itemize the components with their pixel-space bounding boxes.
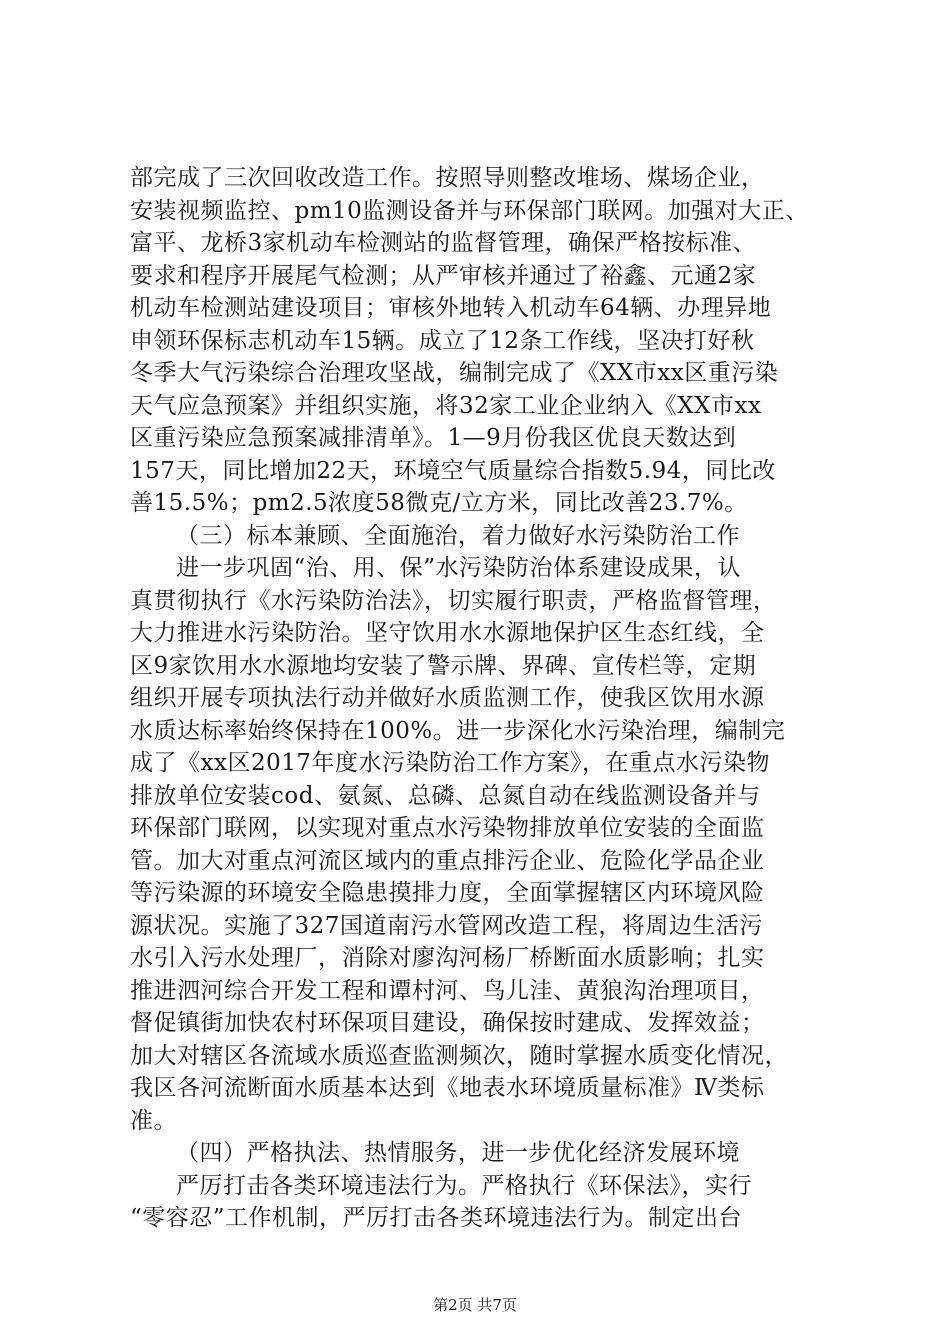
text-line: 排放单位安装cod、氨氮、总磷、总氮自动在线监测设备并与 (130, 782, 761, 809)
text-line: 善15.5%；pm2.5浓度58微克/立方米，同比改善23.7%。 (130, 490, 748, 516)
section-heading: （四）严格执法、热情服务，进一步优化经济发展环境 (176, 1140, 740, 1166)
text-line: 加大对辖区各流域水质巡查监测频次，随时掌握水质变化情况， (130, 1042, 788, 1069)
text-line: 要求和程序开展尾气检测；从严审核并通过了裕鑫、元通2家 (130, 262, 757, 289)
text-line: 真贯彻执行《水污染防治法》，切实履行职责，严格监督管理， (130, 587, 777, 614)
text-line: 严厉打击各类环境违法行为。严格执行《环保法》，实行 (176, 1172, 752, 1199)
text-line: 天气应急预案》并组织实施，将32家工业企业纳入《XX市xx (130, 392, 762, 419)
text-line: 区9家饮用水水源地均安装了警示牌、界碑、宣传栏等，定期 (130, 652, 757, 679)
text-line: 环保部门联网，以实现对重点水污染物排放单位安装的全面监 (130, 815, 765, 841)
text-line: “零容忍”工作机制，严厉打击各类环境违法行为。制定出台 (130, 1205, 743, 1231)
text-line: 冬季大气污染综合治理攻坚战，编制完成了《XX市xx区重污染 (130, 360, 779, 386)
text-line: 我区各河流断面水质基本达到《地表水环境质量标准》Ⅳ类标 (130, 1075, 765, 1101)
document-body (130, 162, 830, 1235)
page-number-footer: 第2页 共7页 (433, 1296, 517, 1314)
text-line: 准。 (130, 1107, 177, 1134)
text-line: 成了《xx区2017年度水污染防治工作方案》，在重点水污染物 (130, 750, 770, 776)
text-line: 进一步巩固“治、用、保”水污染防治体系建设成果，认 (176, 555, 742, 581)
text-line: 水质达标率始终保持在100%。进一步深化水污染治理，编制完 (130, 717, 786, 744)
text-line: 157天，同比增加22天，环境空气质量综合指数5.94，同比改 (130, 457, 776, 484)
text-line: 机动车检测站建设项目；审核外地转入机动车64辆、办理异地 (130, 295, 772, 321)
section-heading: （三）标本兼顾、全面施治，着力做好水污染防治工作 (176, 522, 740, 549)
text-line: 富平、龙桥3家机动车检测站的监督管理，确保严格按标准、 (130, 230, 757, 256)
text-line: 大力推进水污染防治。坚守饮用水水源地保护区生态红线，全 (130, 620, 765, 646)
text-line: 组织开展专项执法行动并做好水质监测工作，使我区饮用水源 (130, 685, 765, 711)
text-line: 申领环保标志机动车15辆。成立了12条工作线，坚决打好秋 (130, 327, 755, 354)
text-line: 推进泗河综合开发工程和谭村河、鸟儿洼、黄狼沟治理项目， (130, 977, 765, 1004)
text-line: 水引入污水处理厂，消除对廖沟河杨厂桥断面水质影响；扎实 (130, 945, 765, 971)
text-line: 区重污染应急预案减排清单》。1—9月份我区优良天数达到 (130, 425, 737, 451)
text-line: 管。加大对重点河流区域内的重点排污企业、危险化学品企业 (130, 847, 765, 874)
text-line: 督促镇街加快农村环保项目建设，确保按时建成、发挥效益； (130, 1010, 765, 1036)
text-line: 源状况。实施了327国道南污水管网改造工程，将周边生活污 (130, 912, 763, 939)
text-line: 安装视频监控、pm10监测设备并与环保部门联网。加强对大正、 (130, 197, 809, 224)
text-line: 部完成了三次回收改造工作。按照导则整改堆场、煤场企业， (130, 165, 765, 191)
text-line: 等污染源的环境安全隐患摸排力度，全面掌握辖区内环境风险 (130, 880, 765, 906)
